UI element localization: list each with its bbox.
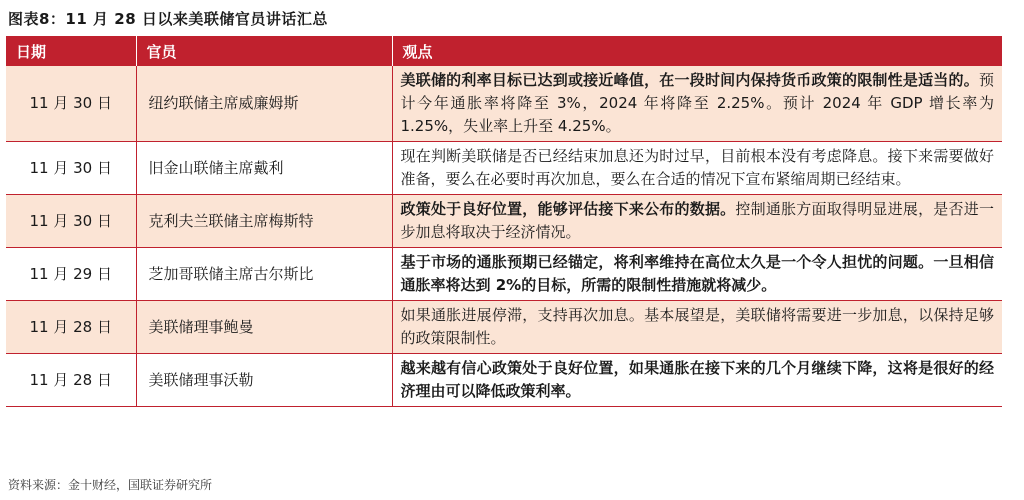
- row-official: 旧金山联储主席戴利: [136, 142, 392, 195]
- row-date: 11 月 28 日: [6, 301, 136, 354]
- row-official: 美联储理事沃勒: [136, 354, 392, 407]
- view-detail: 控制通胀方面取得明显进展，是否进一步加息将取决于经济情况。: [400, 200, 994, 241]
- row-date: 11 月 30 日: [6, 195, 136, 248]
- table-header-row: [6, 36, 1002, 66]
- view-key-point: 基于市场的通胀预期已经锚定，将利率维持在高位太久是一个令人担忧的问题。一旦相信通胀率将达到 2%的目标，所需的限制性措施就将减少。: [400, 253, 994, 294]
- view-key-point: 越来越有信心政策处于良好位置，如果通胀在接下来的几个月继续下降，这将是很好的经济理由可以降低政策利率。: [400, 359, 994, 400]
- row-official: 美联储理事鲍曼: [136, 301, 392, 354]
- table-row: [6, 66, 1002, 142]
- row-view: [392, 301, 1002, 354]
- view-key-point: 政策处于良好位置，能够评估接下来公布的数据。: [400, 200, 736, 218]
- row-official: 芝加哥联储主席古尔斯比: [136, 248, 392, 301]
- view-detail: 现在判断美联储是否已经结束加息还为时过早，目前根本没有考虑降息。接下来需要做好准备，要么在必要时再次加息，要么在合适的情况下宣布紧缩周期已经结束。: [400, 147, 994, 188]
- header-official: 官员: [136, 36, 392, 66]
- view-detail: 预计今年通胀率将降至 3%，2024 年将降至 2.25%。预计 2024 年 GDP 增长率为 1.25%，失业率上升至 4.25%。: [400, 71, 994, 135]
- table-row: [6, 195, 1002, 248]
- row-date: 11 月 30 日: [6, 66, 136, 142]
- row-view: [392, 142, 1002, 195]
- view-key-point: 美联储的利率目标已达到或接近峰值，在一段时间内保持货币政策的限制性是适当的。: [400, 71, 979, 89]
- figure-title: 图表8：11 月 28 日以来美联储官员讲话汇总: [8, 10, 328, 28]
- row-official: 克利夫兰联储主席梅斯特: [136, 195, 392, 248]
- row-view: [392, 248, 1002, 301]
- officials-table: [6, 36, 1002, 407]
- table-row: [6, 354, 1002, 407]
- row-date: 11 月 30 日: [6, 142, 136, 195]
- row-view: [392, 354, 1002, 407]
- table-row: [6, 248, 1002, 301]
- table-row: [6, 301, 1002, 354]
- view-detail: 如果通胀进展停滞，支持再次加息。基本展望是，美联储将需要进一步加息，以保持足够的政策限制性。: [400, 306, 994, 347]
- row-view: [392, 66, 1002, 142]
- row-date: 11 月 29 日: [6, 248, 136, 301]
- header-date: 日期: [6, 36, 136, 66]
- source-note: 资料来源：金十财经，国联证券研究所: [8, 478, 213, 492]
- row-view: [392, 195, 1002, 248]
- row-official: 纽约联储主席威廉姆斯: [136, 66, 392, 142]
- row-date: 11 月 28 日: [6, 354, 136, 407]
- header-view: 观点: [392, 36, 1002, 66]
- table-row: [6, 142, 1002, 195]
